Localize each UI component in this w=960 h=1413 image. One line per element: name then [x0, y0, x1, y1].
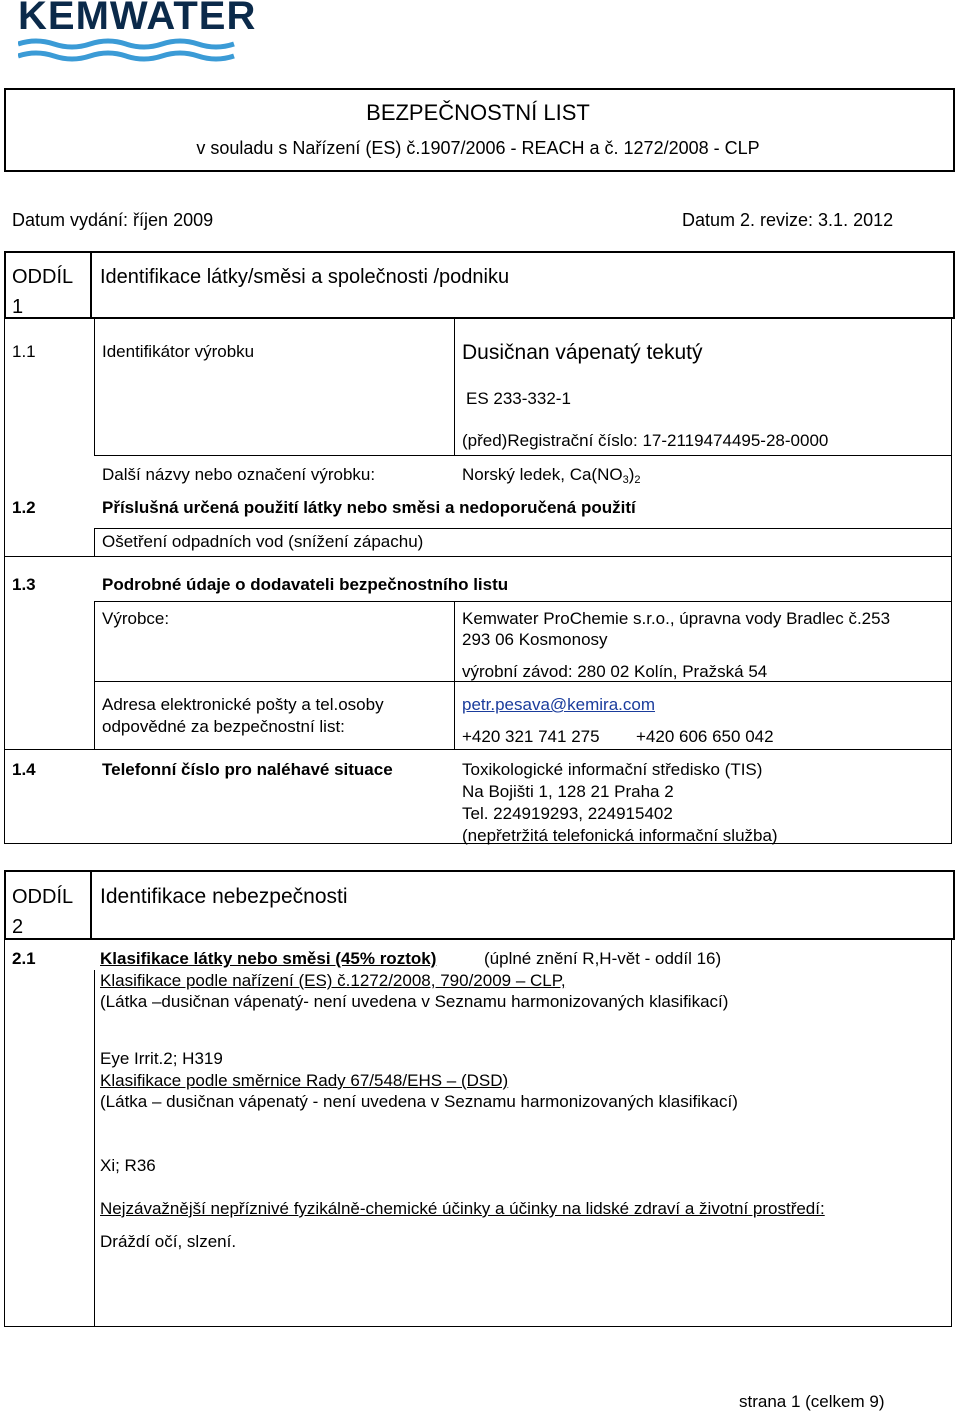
dsd-note: (Látka – dusičnan vápenatý - není uvedena v Seznamu harmonizovaných klasifikací) [100, 1092, 738, 1111]
producer-address-line1: Kemwater ProChemie s.r.o., úpravna vody Bradlec č.253 [462, 609, 891, 628]
other-names-label: Další názvy nebo označení výrobku: [102, 465, 376, 484]
phone-2: +420 606 650 042 [636, 727, 774, 746]
logo-waves-icon [18, 38, 238, 64]
s1-4-title: Telefonní číslo pro naléhavé situace [102, 760, 393, 779]
s1-3-title: Podrobné údaje o dodavateli bezpečnostního listu [102, 575, 509, 594]
producer-address-line2: 293 06 Kosmonosy [462, 630, 608, 649]
s2-1-number: 2.1 [12, 949, 36, 968]
s1-4-number: 1.4 [12, 760, 36, 779]
s1-3-number: 1.3 [12, 575, 36, 594]
s1-2-number: 1.2 [12, 498, 36, 517]
s1-1-label: Identifikátor výrobku [102, 342, 255, 361]
section2-title: Identifikace nebezpečnosti [100, 885, 348, 908]
email-link[interactable]: petr.pesava@kemira.com [462, 695, 656, 714]
production-plant: výrobní závod: 280 02 Kolín, Pražská 54 [462, 662, 768, 681]
s2-1-title: Klasifikace látky nebo směsi (45% roztok) [100, 949, 437, 968]
s1-2-use: Ošetření odpadních vod (snížení zápachu) [102, 532, 424, 551]
section1-label: ODDÍL 1 [12, 266, 74, 318]
producer-label: Výrobce: [102, 609, 170, 628]
section2-label: ODDÍL 2 [12, 886, 74, 938]
s1-2-title: Příslušná určená použití látky nebo směsi a nedoporučená použití [102, 498, 636, 517]
logo-text: KEMWATER [18, 0, 257, 38]
es-number: ES 233-332-1 [466, 389, 571, 408]
section1-title: Identifikace látky/směsi a společnosti /podniku [100, 266, 510, 288]
emergency-contact: Toxikologické informační středisko (TIS) Na Bojišti 1, 128 21 Praha 2 Tel. 224919293, 224915402 (nepřetržitá telefonická informační služba) [462, 760, 778, 845]
page-number: strana 1 (celkem 9) [739, 1392, 885, 1411]
document-subtitle: v souladu s Nařízení (ES) č.1907/2006 - REACH a č. 1272/2008 - CLP [196, 138, 760, 158]
s1-1-number: 1.1 [12, 342, 36, 361]
registration-number: (před)Registrační číslo: 17-2119474495-28-0000 [462, 431, 829, 450]
product-name: Dusičnan vápenatý tekutý [462, 341, 703, 364]
issue-date: Datum vydání: říjen 2009 [12, 210, 214, 230]
email-label: Adresa elektronické pošty a tel.osoby odpovědné za bezpečnostní list: [102, 695, 384, 736]
dsd-classification: Xi; R36 [100, 1156, 156, 1175]
revision-date: Datum 2. revize: 3.1. 2012 [682, 210, 894, 230]
company-logo [18, 0, 257, 66]
s2-1-note: (úplné znění R,H-vět - oddíl 16) [484, 949, 722, 968]
other-names-value: Norský ledek, $Ca(NO_3)_2$ [462, 465, 641, 486]
document-title: BEZPEČNOSTNÍ LIST [366, 100, 590, 125]
dsd-heading: Klasifikace podle směrnice Rady 67/548/EHS – (DSD) [100, 1071, 509, 1090]
phone-1: +420 321 741 275 [462, 727, 600, 746]
clp-classification: Eye Irrit.2; H319 [100, 1049, 223, 1068]
clp-heading: Klasifikace podle nařízení (ES) č.1272/2008, 790/2009 – CLP, [100, 971, 566, 990]
effects-text: Dráždí očí, slzení. [100, 1232, 237, 1251]
effects-heading: Nejzávažnější nepříznivé fyzikálně-chemické účinky a účinky na lidské zdraví a životní prostředí: [100, 1199, 825, 1218]
clp-note: (Látka –dusičnan vápenatý- není uvedena v Seznamu harmonizovaných klasifikací) [100, 992, 729, 1011]
